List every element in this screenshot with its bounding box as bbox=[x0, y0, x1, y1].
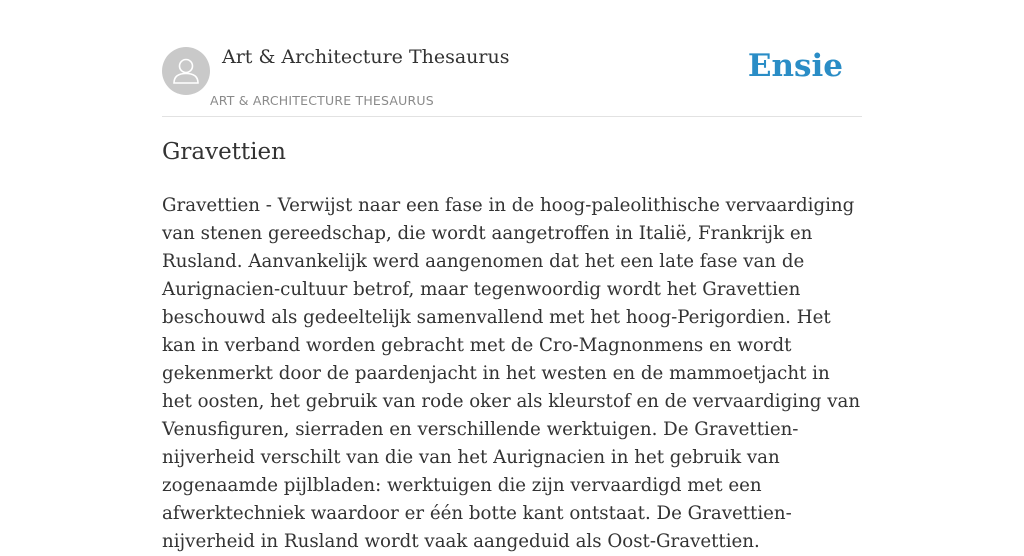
source-header bbox=[162, 0, 862, 117]
source-title[interactable]: Art & Architecture Thesaurus bbox=[222, 46, 510, 68]
page-title: Gravettien bbox=[162, 139, 286, 165]
source-subtitle[interactable]: ART & ARCHITECTURE THESAURUS bbox=[210, 93, 434, 108]
user-icon-graphic bbox=[162, 47, 210, 95]
ensie-logo[interactable]: Ensie bbox=[747, 48, 843, 84]
article-body: Gravettien - Verwijst naar een fase in de hoog-paleolithische vervaardiging van stenen gereedschap, die wordt aangetroffen in Italië, Frankrijk en Rusland. Aanvankelijk werd aangenomen dat het een late fase van de Aurignacien-cultuur betrof, maar tegenwoordig wordt het Gravettien beschouwd als gedeeltelijk samenvallend met het hoog-Perigordien. Het kan in verband worden gebracht met de Cro-Magnonmens en wordt gekenmerkt door de paardenjacht in het westen en de mammoetjacht in het oosten, het gebruik van rode oker als kleurstof en de vervaardiging van Venusfiguren, sierraden en verschillende werktuigen. De Gravettien-nijverheid verschilt van die van het Aurignacien in het gebruik van zogenaamde pijlbladen: werktuigen die zijn vervaardigd met een afwerktechniek waardoor er één botte kant ontstaat. De Gravettien-nijverheid in Rusland wordt vaak aangeduid als Oost-Gravettien. bbox=[162, 195, 861, 552]
user-icon[interactable] bbox=[162, 47, 210, 95]
